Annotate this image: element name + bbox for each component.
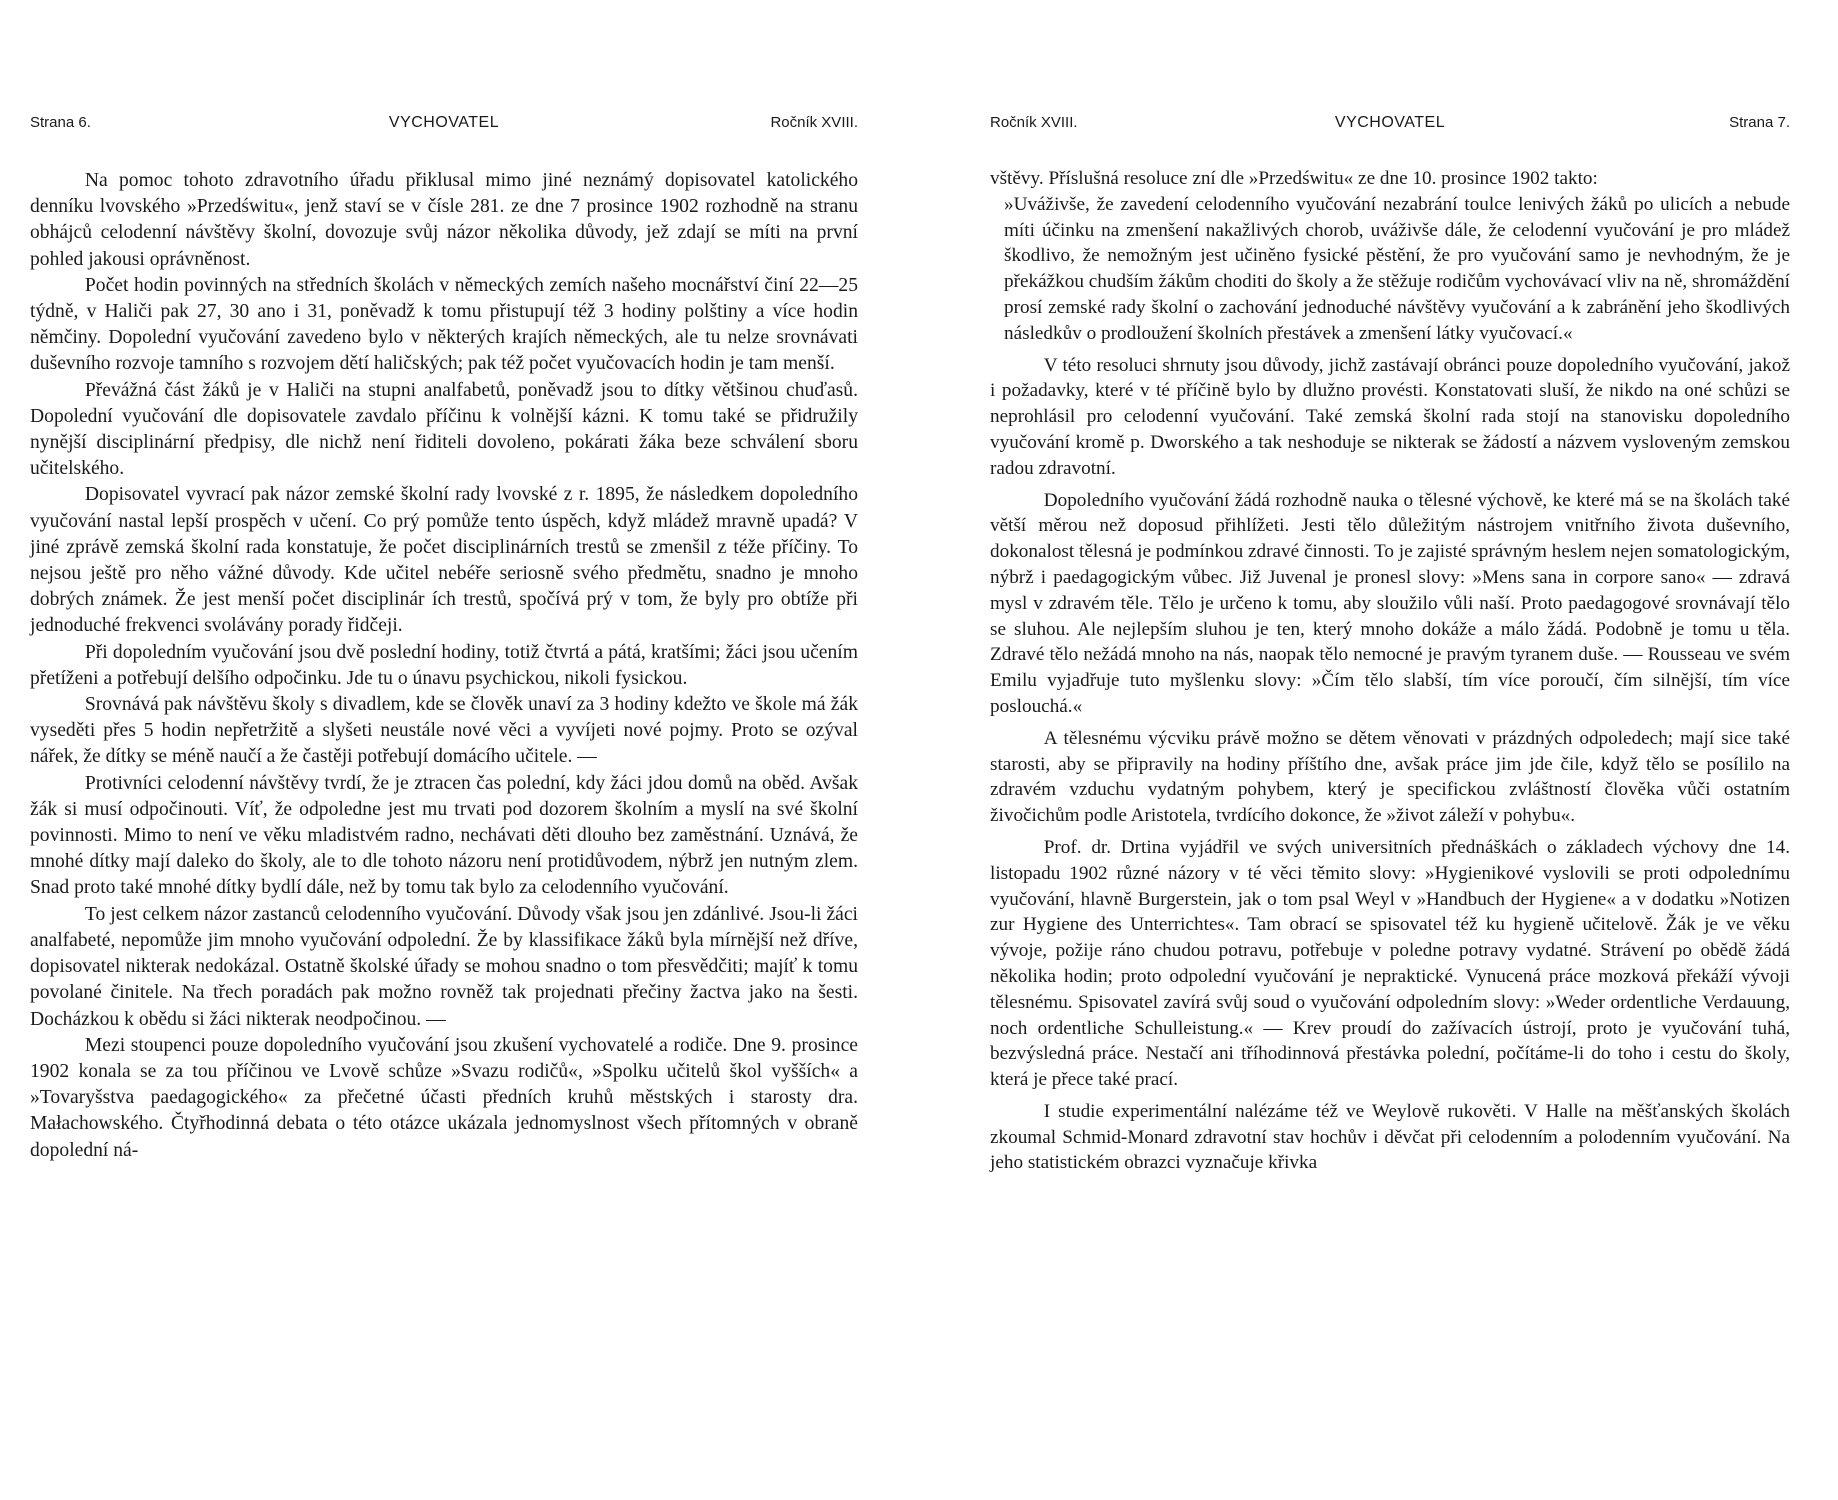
left-page-header [30, 114, 858, 138]
running-title: VYCHOVATEL [1334, 114, 1446, 131]
right-page-header [990, 114, 1790, 138]
paragraph: Na pomoc tohoto zdravotního úřadu přiklusal mimo jiné neznámý dopisovatel katolického denníku lvovského »Przedświtu«, jenž staví se v čísle 281. ze dne 7 prosince 1902 rozhodně na stranu obhájců celodenní návštěvy školní, dovozuje svůj názor několika důvody, jež zdají se míti na první pohled jakousi oprávněnost. [30, 170, 858, 270]
page-number: Strana 6. [30, 114, 91, 131]
left-page [30, 0, 858, 1500]
paragraph: Při dopoledním vyučování jsou dvě poslední hodiny, totiž čtvrtá a pátá, kratšími; žáci jsou učením přetíženi a potřebují delšího odpočinku. Jde tu o únavu psychickou, nikoli fysickou. [30, 641, 858, 689]
paragraph: Srovnává pak návštěvu školy s divadlem, kde se člověk unaví za 3 hodiny kdežto ve škole má žák vyseděti přes 5 hodin nepřetržitě a slyšeti neustále nové věci a vyvíjeti nové pojmy. Proto se ozýval nářek, že dítky se méně naučí a že častěji potřebují domácího učitele. — [30, 694, 858, 768]
paragraph: Mezi stoupenci pouze dopoledního vyučování jsou zkušení vychovatelé a rodiče. Dne 9. prosince 1902 konala se za tou příčinou ve Lvově schůze »Svazu rodičů«, »Spolku učitelů škol vyšších« a »Tovaryšstva paedagogického« za přečetné účasti předních kruhů městských i starosty dra. Małachowského. Čtyřhodinná debata o této otázce ukázala jednomyslnost všech přítomných v obraně dopolední ná- [30, 1034, 858, 1161]
paragraph: Dopisovatel vyvrací pak názor zemské školní rady lvovské z r. 1895, že následkem dopoledního vyučování nastal lepší prospěch v učení. Co prý pomůže tento úspěch, když mládež mravně upadá? V jiné zprávě zemská školní rada konstatuje, že počet disciplinárních trestů se zmenšil z téže příčiny. To nejsou ještě pro něho vážné důvody. Kde učitel nebéře seriosně svého předmětu, snadno je mnoho dobrých známek. Že jest menší počet disciplinár ích trestů, spočívá prý v tom, že byly pro obtíže při jednoduché frekvenci svolávány porady řidčeji. [30, 484, 858, 637]
volume-label: Ročník XVIII. [770, 114, 858, 131]
page-number: Strana 7. [1729, 114, 1790, 131]
left-page-body [30, 168, 858, 1164]
paragraph: V této resoluci shrnuty jsou důvody, jichž zastávají obránci pouze dopoledního vyučování, jakož i požadavky, které v té příčině bylo by dlužno provésti. Konstatovati sluší, že nikdo na oné schůzi se neprohlásil pro celodenní vyučování. Také zemská školní rada stojí na stanovisku dopoledního vyučování kromě p. Dworského a tak neshoduje se nikterak se žádostí a názvem vysloveným zemskou radou zdravotní. [990, 354, 1790, 479]
resolution-quote: »Uváživše, že zavedení celodenního vyučování nezabrání toulce lenivých žáků po ulicích a nebude míti účinku na zmenšení nakažlivých chorob, uváživše dále, že celodenní vyučování je pro mládež škodlivo, že nemožným jest učiněno fysické pěstění, že pro vyučování samo je nevhodným, že je překážkou chudším žákům choditi do školy a že stěžuje rodičům vychovávací vliv na ně, shromáždění prosí zemské rady školní o zachování jednoduché návštěvy vyučování a k zabránění jeho škodlivých následkův o prodloužení školních přestávek a zmenšení látky vyučovací.« [1004, 193, 1790, 344]
volume-label: Ročník XVIII. [990, 114, 1078, 131]
paragraph: Počet hodin povinných na středních školách v německých zemích našeho mocnářství činí 22—25 týdně, v Haliči pak 27, 30 ano i 31, poněvadž k tomu přistupují též 3 hodiny polštiny a více hodin němčiny. Dopolední vyučování zavedeno bylo v některých krajích německých, ale tu nelze srovnávati duševního rozvoje tamního s rozvojem dětí haličských; pak též počet vyučovacích hodin je tam menší. [30, 274, 858, 375]
running-title: VYCHOVATEL [388, 114, 500, 131]
right-page-body [990, 166, 1790, 1182]
paragraph: To jest celkem názor zastanců celodenního vyučování. Důvody však jsou jen zdánlivé. Jsou-li žáci analfabeté, nepomůže jim mnoho vyučování odpolední. Že by klassifikace žáků byla mírnější než dříve, dopisovatel nikterak nedokázal. Ostatně školské úřady se mohou snadno o tom přesvědčiti; majíť k tomu povolané činitele. Na třech poradách pak možno rovněž tak projednati přečiny žactva jako na šesti. Docházkou k obědu si žáci nikterak neodpočinou. — [30, 903, 858, 1030]
paragraph: I studie experimentální nalézáme též ve Weylově rukověti. V Halle na měšťanských školách zkoumal Schmid-Monard zdravotní stav hochův i děvčat při celodenním a polodenním vyučování. Na jeho statistickém obrazci vyznačuje křivka [990, 1100, 1790, 1174]
paragraph: Převážná část žáků je v Haliči na stupni analfabetů, poněvadž jsou to dítky většinou chuďasů. Dopolední vyučování dle dopisovatele zavdalo příčinu k volnější kázni. K tomu také se přidružily nynější disciplinární předpisy, dle nichž není řiditeli dovoleno, pokárati žáka beze schválení sboru učitelského. [30, 379, 858, 480]
paragraph: A tělesnému výcviku právě možno se dětem věnovati v prázdných odpoledech; mají sice také starosti, aby se připravily na hodiny příštího dne, avšak práce jim jde čile, když tělo se posílilo na zdravém vzduchu vydatným pohybem, který je specifickou zvláštností člověka vůči ostatním živočichům podle Aristotela, tvrdícího dokonce, že »život záleží v pohybu«. [990, 727, 1790, 827]
paragraph: Dopoledního vyučování žádá rozhodně nauka o tělesné výchově, ke které má se na školách také větší měrou než doposud přihlížeti. Jesti tělo důležitým nástrojem vnitřního života duševního, dokonalost tělesná je podmínkou zdravé činnosti. To je zajisté správným heslem nejen somatologickým, nýbrž i paedagogickým vůbec. Již Juvenal je pronesl slovy: »Mens sana in corpore sano« — zdravá mysl v zdravém těle. Tělo je určeno k tomu, aby sloužilo vůli naší. Proto paedagogové srovnávají tělo se sluhou. Ale nejlepším sluhou je ten, který mnoho dokáže a málo žádá. Podobně je tomu u těla. Zdravé tělo nežádá mnoho na nás, naopak tělo nemocné je pravým tyranem duše. — Rousseau ve svém Emilu vyjadřuje tuto myšlenku slovy: »Čím tělo slabší, tím více poroučí, čím silnější, tím více poslouchá.« [990, 489, 1790, 717]
paragraph: Protivníci celodenní návštěvy tvrdí, že je ztracen čas polední, kdy žáci jdou domů na oběd. Avšak žák si musí odpočinouti. Víť, že odpoledne jest mu trvati pod dozorem školním a myslí na své školní povinnosti. Mimo to není ve věku mladistvém radno, nechávati děti dlouho bez zaměstnání. Uznává, že mnohé dítky mají daleko do školy, ale to dle tohoto názoru není protidůvodem, nýbrž jen nutným zlem. Snad proto také mnohé dítky bydlí dále, než by tomu tak bylo za celodenního vyučování. [30, 772, 858, 899]
paragraph-continuation: vštěvy. Příslušná resoluce zní dle »Przedświtu« ze dne 10. prosince 1902 takto: [990, 168, 1598, 189]
right-page [990, 0, 1790, 1500]
paragraph: Prof. dr. Drtina vyjádřil ve svých universitních přednáškách o základech výchovy dne 14. listopadu 1902 různé názory v té věci těmito slovy: »Hygienikové vyslovili se proti odpolednímu vyučování, hlavně Burgerstein, jak o tom psal Weyl v »Handbuch der Hygiene« a v dodatku »Notizen zur Hygiene des Unterrichtes«. Tam obrací se spisovatel též ku hygieně učitelově. Žák je ve věku vývoje, požije ráno chudou potravu, potřebuje v poledne potravy vydatné. Strávení po obědě žádá několika hodin; proto odpolední vyučování je nepraktické. Vynucená práce mozková překáží vývoji tělesnému. Spisovatel zavírá svůj soud o vyučování odpoledním slovy: »Weder ordentliche Verdauung, noch ordentliche Schulleistung.« — Krev proudí do zažívacích ústrojí, proto je vyučování tuhá, bezvýsledná práce. Nestačí ani tříhodinnová přestávka polední, počítáme-li do toho i cestu do školy, která je přece také prací. [990, 836, 1790, 1091]
